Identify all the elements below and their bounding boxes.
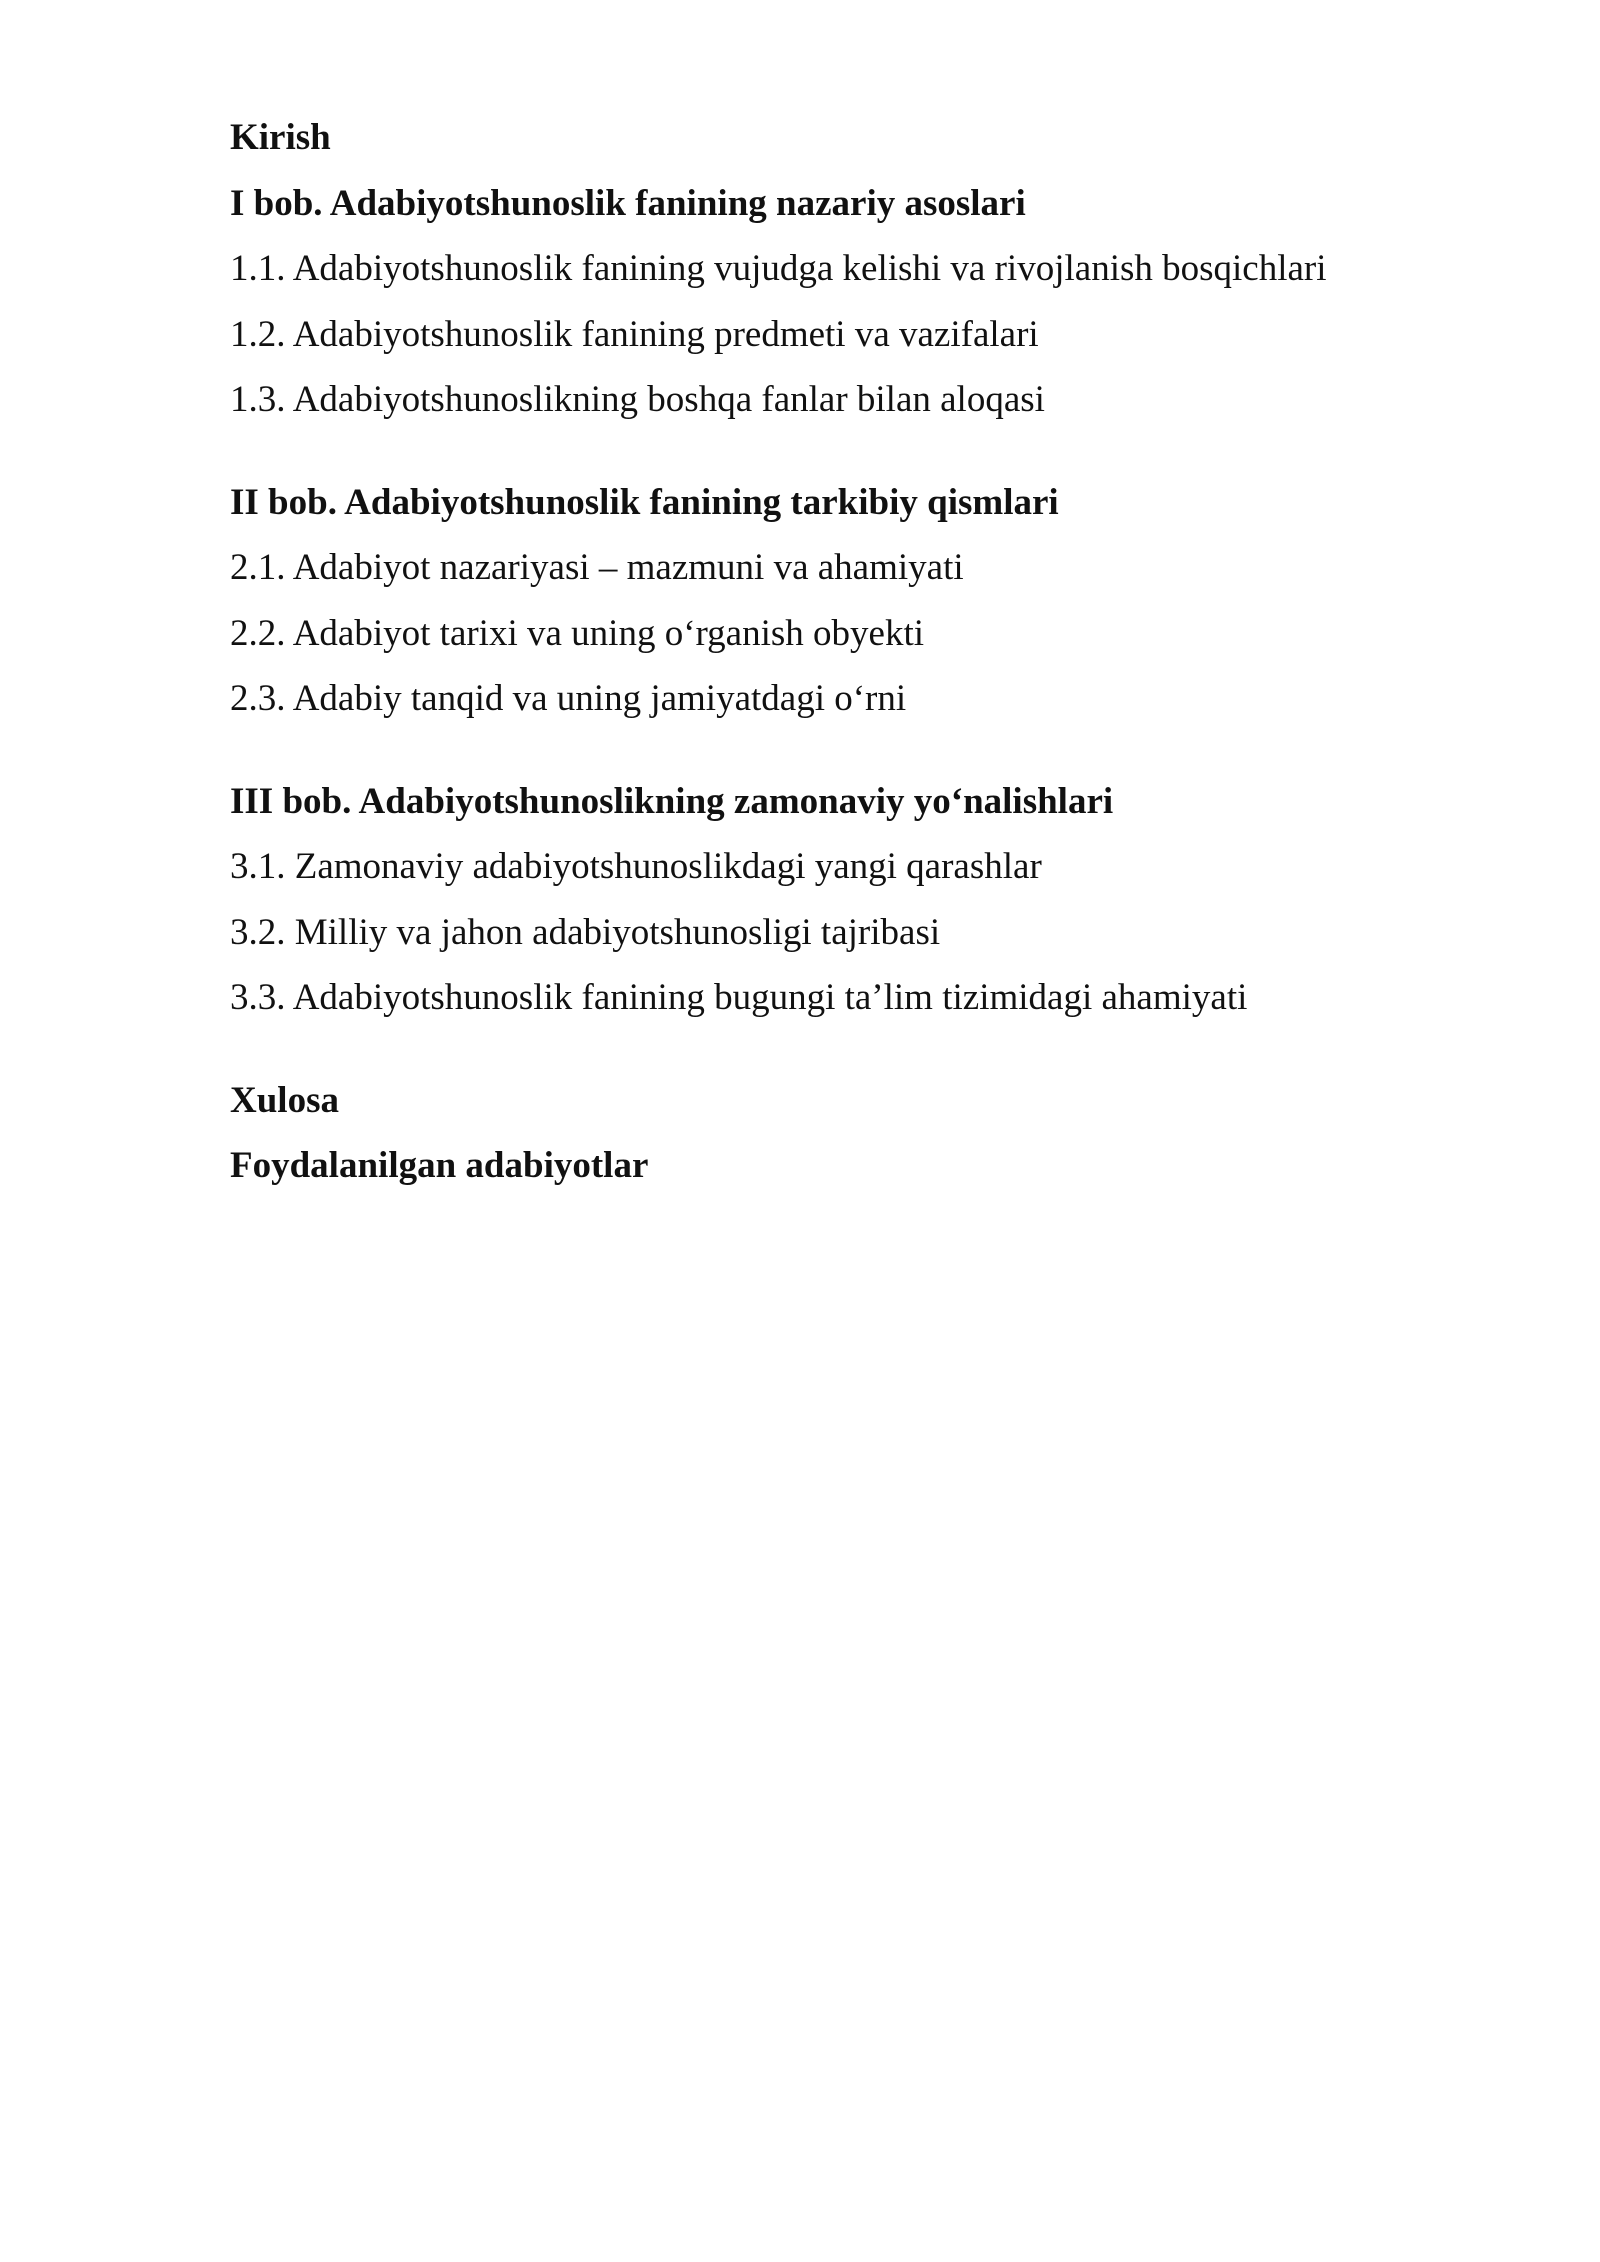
chapter-2-title: II bob. Adabiyotshunoslik fanining tarkibiy qismlari <box>230 481 1059 523</box>
chapter-spacer <box>230 1037 1430 1074</box>
table-of-contents <box>230 111 1430 1205</box>
chapter-spacer <box>230 439 1430 476</box>
section-1-3: 1.3. Adabiyotshunoslikning boshqa fanlar bilan aloqasi <box>230 379 1045 420</box>
section-3-3: 3.3. Adabiyotshunoslik fanining bugungi ta’lim tizimidagi ahamiyati <box>230 977 1248 1018</box>
section-2-1: 2.1. Adabiyot nazariyasi – mazmuni va ahamiyati <box>230 547 964 588</box>
chapter-3-title: III bob. Adabiyotshunoslikning zamonaviy yo‘nalishlari <box>230 780 1114 822</box>
chapter-spacer <box>230 738 1430 775</box>
toc-intro: Kirish <box>230 117 331 158</box>
section-1-1: 1.1. Adabiyotshunoslik fanining vujudga kelishi va rivojlanish bosqichlari <box>230 248 1327 289</box>
chapter-1-title: I bob. Adabiyotshunoslik fanining nazariy asoslari <box>230 182 1026 224</box>
section-3-2: 3.2. Milliy va jahon adabiyotshunosligi tajribasi <box>230 911 941 953</box>
section-2-2: 2.2. Adabiyot tarixi va uning o‘rganish obyekti <box>230 612 925 654</box>
section-3-1: 3.1. Zamonaviy adabiyotshunoslikdagi yangi qarashlar <box>230 846 1042 887</box>
section-1-2: 1.2. Adabiyotshunoslik fanining predmeti va vazifalari <box>230 313 1039 355</box>
toc-references: Foydalanilgan adabiyotlar <box>230 1145 649 1186</box>
toc-conclusion: Xulosa <box>230 1079 339 1121</box>
section-2-3: 2.3. Adabiy tanqid va uning jamiyatdagi o‘rni <box>230 678 907 719</box>
